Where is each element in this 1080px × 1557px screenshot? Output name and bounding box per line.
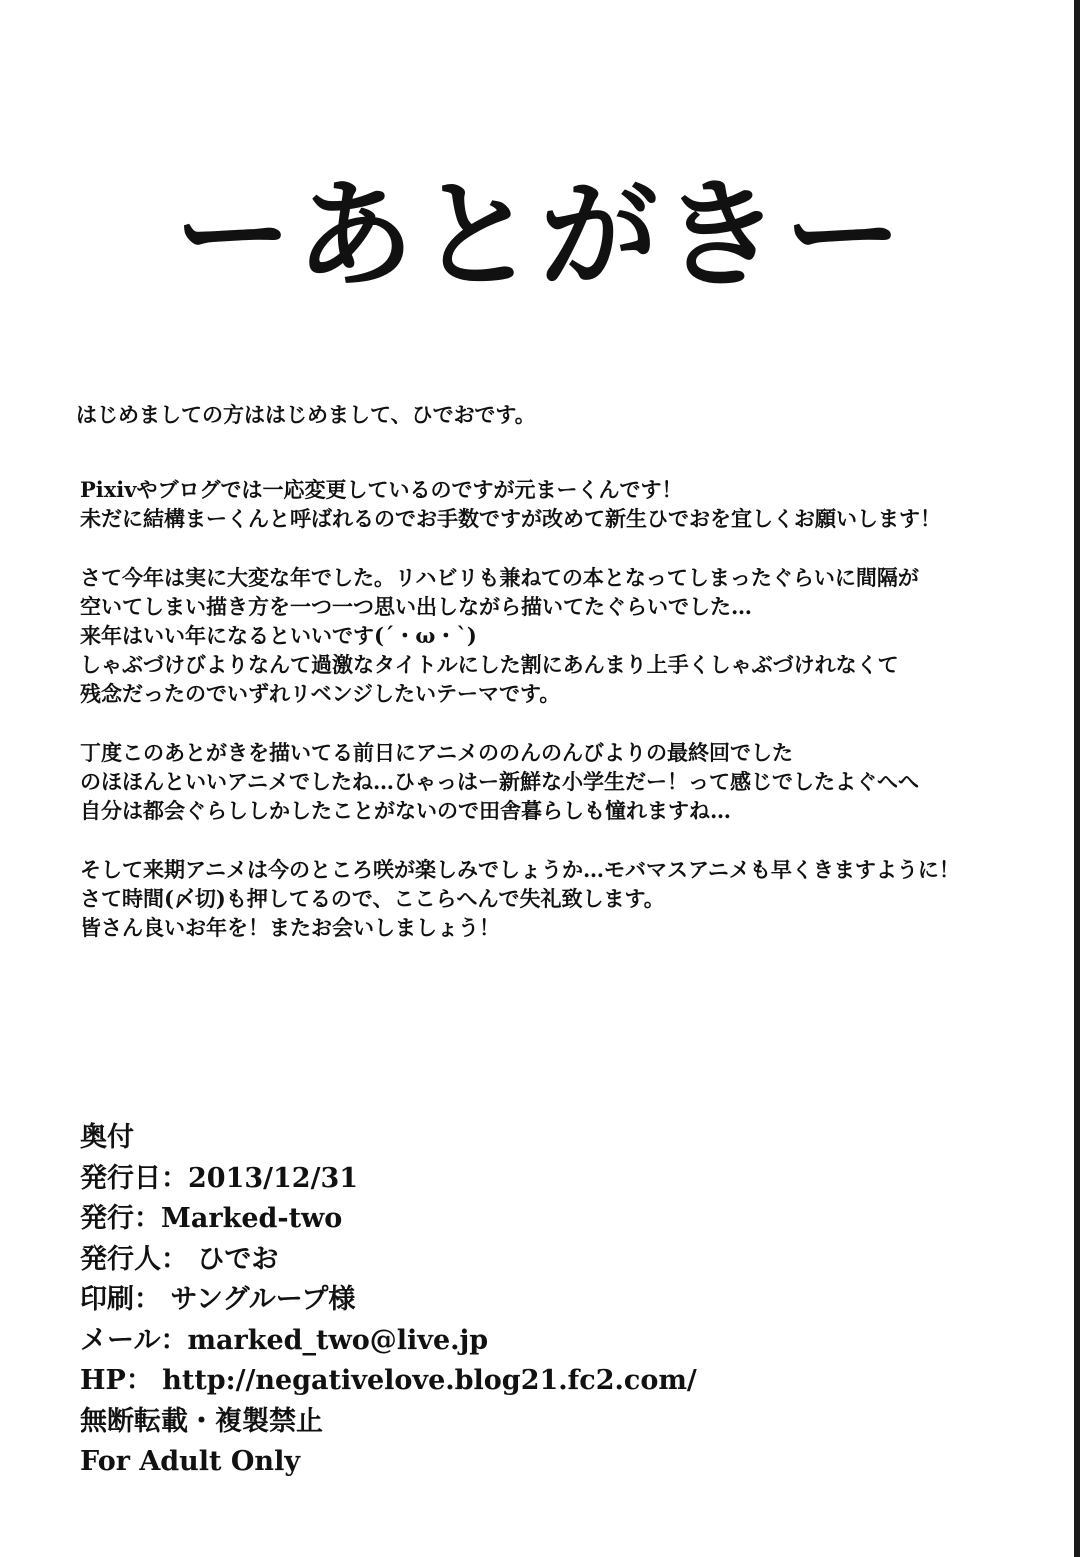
text-line: 自分は都会ぐらししかしたことがないので田舎暮らしも憧れますね… (80, 798, 731, 823)
colophon-email: メール：marked_two@live.jp (80, 1324, 489, 1356)
colophon-author: 発行人： ひでお (80, 1243, 279, 1275)
paragraph-greeting (76, 400, 1020, 429)
text-line: 残念だったのでいずれリベンジしたいテーマです。 (80, 681, 561, 706)
paragraph-this-year (80, 563, 1020, 708)
page-title: ーあとがきー (173, 166, 906, 304)
text-line: はじめましての方ははじめまして、ひでおです。 (76, 402, 536, 427)
text-line: のほほんといいアニメでしたね…ひゃっはー新鮮な小学生だー！って感じでしたよぐへへ (80, 769, 919, 794)
text-line: しゃぶづけびよりなんて過激なタイトルにした割にあんまり上手くしゃぶづけれなくて (80, 652, 899, 677)
text-line: さて今年は実に大変な年でした。リハビリも兼ねての本となってしまったぐらいに間隔が (80, 565, 919, 590)
colophon-adult-notice: For Adult Only (80, 1446, 301, 1477)
afterword-body (76, 400, 1020, 972)
colophon-publisher: 発行：Marked-two (80, 1203, 343, 1234)
text-line: 空いてしまい描き方を一つ一つ思い出しながら描いてたぐらいでした… (80, 594, 752, 619)
text-line: 皆さん良いお年を！またお会いしましょう！ (80, 915, 500, 940)
colophon (80, 1118, 980, 1483)
text-line: そして来期アニメは今のところ咲が楽しみでしょうか…モバマスアニメも早くきますように！ (80, 857, 960, 882)
text-line: Pixivやブログでは一応変更しているのですが元まーくんです！ (80, 477, 683, 502)
colophon-printer: 印刷： サングループ様 (80, 1284, 356, 1315)
paragraph-name-change (80, 475, 1020, 533)
colophon-copyright-notice: 無断転載・複製禁止 (80, 1405, 323, 1437)
text-line: さて時間(〆切)も押してるので、ここらへんで失礼致します。 (80, 886, 665, 911)
text-line: 未だに結構まーくんと呼ばれるのでお手数ですが改めて新生ひでおを宜しくお願いします！ (80, 506, 941, 531)
paragraph-closing (80, 855, 1020, 942)
colophon-publish-date: 発行日：2013/12/31 (80, 1162, 359, 1194)
paragraph-anime (80, 738, 1020, 825)
text-line: 丁度このあとがきを描いてる前日にアニメののんのんびよりの最終回でした (80, 740, 793, 765)
colophon-heading: 奥付 (80, 1122, 134, 1153)
text-line: 来年はいい年になるといいです(´・ω・`) (80, 623, 477, 648)
colophon-homepage: HP： http://negativelove.blog21.fc2.com/ (80, 1365, 697, 1396)
